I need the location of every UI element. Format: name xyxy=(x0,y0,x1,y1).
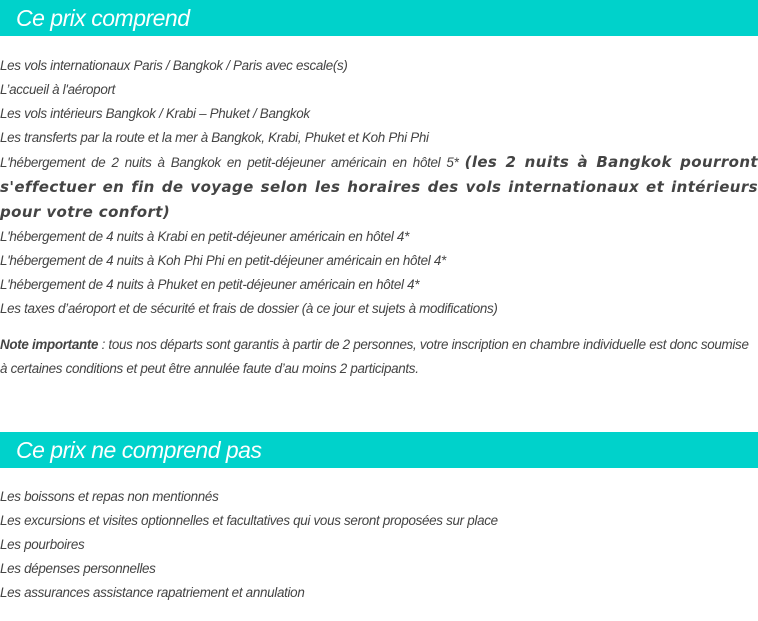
section-header xyxy=(0,0,758,36)
list-item xyxy=(0,150,758,225)
important-note xyxy=(0,333,758,381)
list-item: Les transferts par la route et la mer à Bangkok, Krabi, Phuket et Koh Phi Phi xyxy=(0,130,429,145)
list-item: Les assurances assistance rapatriement et annulation xyxy=(0,585,305,600)
excluded-list xyxy=(0,485,758,605)
excluded-section xyxy=(0,432,758,605)
included-list xyxy=(0,54,758,321)
item-text: L'hébergement de 2 nuits à Bangkok en petit-déjeuner américain en hôtel 5* xyxy=(0,155,465,170)
item-note: (les 2 nuits à Bangkok pourront s'effectuer en fin de voyage selon les horaires des vols internationaux et intérieurs pour votre confort) xyxy=(0,153,758,221)
note-label: Note importante xyxy=(0,337,99,352)
section-title: Ce prix comprend xyxy=(16,4,190,31)
list-item: L’accueil à l'aéroport xyxy=(0,82,116,97)
list-item: L'hébergement de 4 nuits à Krabi en petit-déjeuner américain en hôtel 4* xyxy=(0,229,409,244)
list-item: Les vols intérieurs Bangkok / Krabi – Phuket / Bangkok xyxy=(0,106,310,121)
list-item: Les vols internationaux Paris / Bangkok / Paris avec escale(s) xyxy=(0,58,348,73)
list-item: Les boissons et repas non mentionnés xyxy=(0,489,219,504)
section-title: Ce prix ne comprend pas xyxy=(16,436,262,463)
list-item: Les excursions et visites optionnelles et facultatives qui vous seront proposées sur place xyxy=(0,513,498,528)
list-item: L'hébergement de 4 nuits à Koh Phi Phi en petit-déjeuner américain en hôtel 4* xyxy=(0,253,446,268)
list-item: Les taxes d’aéroport et de sécurité et frais de dossier (à ce jour et sujets à modifications) xyxy=(0,301,498,316)
section-header xyxy=(0,432,758,468)
list-item: Les dépenses personnelles xyxy=(0,561,156,576)
note-text: : tous nos départs sont garantis à partir de 2 personnes, votre inscription en chambre individuelle est donc soumise à certaines conditions et peut être annulée faute d’au moins 2 participants. xyxy=(0,337,749,376)
list-item: L'hébergement de 4 nuits à Phuket en petit-déjeuner américain en hôtel 4* xyxy=(0,277,420,292)
list-item: Les pourboires xyxy=(0,537,85,552)
